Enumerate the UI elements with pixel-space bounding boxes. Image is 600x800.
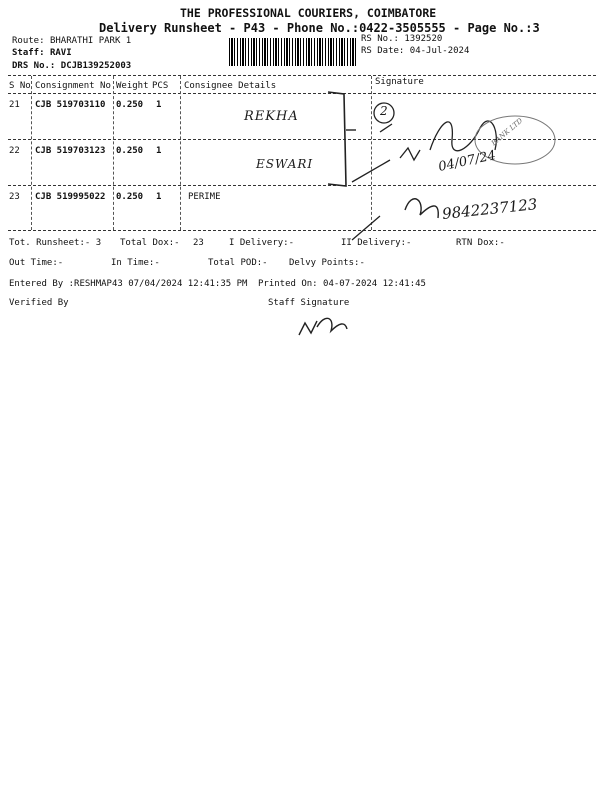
handwritten-eswari: ESWARI xyxy=(256,157,314,171)
route-value: BHARATHI PARK 1 xyxy=(49,36,132,46)
bracket-stroke xyxy=(328,92,346,186)
rs-no-value: 1392520 xyxy=(404,34,443,44)
staff-value: RAVI xyxy=(49,48,72,58)
total-pod: Total POD:- xyxy=(208,258,268,268)
row-consignment: CJB 519703110 xyxy=(35,100,106,110)
row-consignment: CJB 519703123 xyxy=(35,146,106,156)
handwritten-date: 04/07/24 xyxy=(437,148,498,175)
delvy-points: Delvy Points:- xyxy=(289,258,365,268)
tot-runsheet: Tot. Runsheet:- 3 xyxy=(9,238,102,248)
row-sno: 22 xyxy=(9,146,20,156)
rtn-dox: RTN Dox:- xyxy=(456,238,505,248)
col-header-consignment: Consignment No xyxy=(35,81,111,91)
handwritten-phone: 9842237123 xyxy=(441,195,539,223)
rs-no-label: RS No.: xyxy=(361,34,399,44)
i-delivery: I Delivery:- xyxy=(229,238,295,248)
row-weight: 0.250 xyxy=(116,100,144,110)
entered-by: Entered By :RESHMAP43 07/04/2024 12:41:35 PM xyxy=(9,279,248,289)
col-header-consignee: Consignee Details xyxy=(184,81,277,91)
row-weight: 0.250 xyxy=(116,192,144,202)
in-time: In Time:- xyxy=(111,258,160,268)
col-header-sno: S No xyxy=(9,81,31,91)
row-pcs: 1 xyxy=(156,146,162,156)
out-time: Out Time:- xyxy=(9,258,64,268)
ii-delivery: II Delivery:- xyxy=(341,238,412,248)
staff-label: Staff: xyxy=(12,48,45,58)
handwritten-rekha: REKHA xyxy=(244,109,299,124)
drs-label: DRS No.: xyxy=(12,61,56,71)
staff-signature-label: Staff Signature xyxy=(268,298,350,308)
col-header-pcs: PCS xyxy=(152,81,169,91)
runsheet-title: Delivery Runsheet - P43 - Phone No.:0422-3505555 - Page No.:3 xyxy=(99,21,540,35)
signature-squiggle xyxy=(405,199,438,218)
row-sno: 23 xyxy=(9,192,20,202)
verified-by: Verified By xyxy=(9,298,69,308)
row-pcs: 1 xyxy=(156,100,162,110)
rs-date-value: 04-Jul-2024 xyxy=(409,46,470,56)
rs-date-label: RS Date: xyxy=(361,46,405,56)
company-title: THE PROFESSIONAL COURIERS, COIMBATORE xyxy=(180,6,437,20)
row-consignment: CJB 519995022 xyxy=(35,192,106,202)
total-dox-label: Total Dox:- xyxy=(120,238,180,248)
signature-squiggle xyxy=(380,121,496,151)
printed-on: Printed On: 04-07-2024 12:41:45 xyxy=(258,279,426,289)
stamp-text: BANK LTD xyxy=(489,116,525,148)
row-pcs: 1 xyxy=(156,192,162,202)
handwritten-circle-number: 2 xyxy=(380,104,388,118)
drs-value: DCJB139252003 xyxy=(60,61,132,71)
col-header-weight: Weight xyxy=(116,81,149,91)
col-header-signature: Signature xyxy=(375,77,424,87)
total-dox-value: 23 xyxy=(193,238,204,248)
row-sno: 21 xyxy=(9,100,20,110)
route-label: Route: xyxy=(12,36,45,46)
staff-signature-scribble xyxy=(295,305,375,345)
row-details: PERIME xyxy=(188,192,221,202)
row-weight: 0.250 xyxy=(116,146,144,156)
